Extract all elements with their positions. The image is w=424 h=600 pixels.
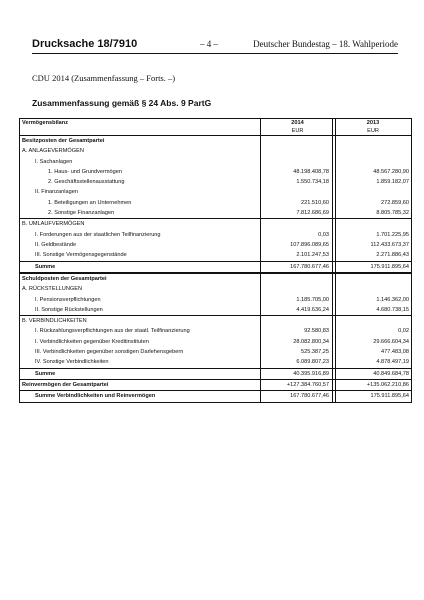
table-row <box>20 337 411 347</box>
value-2014: 167.780.677,46 <box>290 393 329 400</box>
row-label: III. Verbindlichkeiten gegenüber sonstigen Darlehensgebern <box>35 349 184 356</box>
value-2013: 0,02 <box>398 328 409 335</box>
value-2013: 4.680.738,15 <box>376 306 409 313</box>
page-header <box>32 38 398 52</box>
total-row <box>20 391 411 401</box>
value-2014: 1.185.705,00 <box>296 296 329 303</box>
table-row <box>20 219 411 229</box>
row-label: I. Sachanlagen <box>35 158 73 165</box>
table-row <box>20 177 411 187</box>
row-label: I. Verbindlichkeiten gegenüber Kreditinstituten <box>35 338 149 345</box>
row-label: B. UMLAUFVERMÖGEN <box>22 221 85 228</box>
value-2013: 112.433.673,37 <box>370 241 409 248</box>
value-2014: 92.580,83 <box>304 328 329 335</box>
value-2013: 4.878.497,19 <box>376 359 409 366</box>
table-row <box>20 157 411 167</box>
value-2014: 7.812.686,69 <box>296 210 329 217</box>
table-row <box>20 250 411 261</box>
net-assets-row <box>20 380 411 391</box>
row-label: II. Finanzanlagen <box>35 189 78 196</box>
value-2014: 525.387,25 <box>301 349 329 356</box>
section-title: Zusammenfassung gemäß § 24 Abs. 9 PartG <box>32 98 212 108</box>
document-subtitle: CDU 2014 (Zusammenfassung – Forts. –) <box>32 73 176 83</box>
row-label: I. Pensionsverpflichtungen <box>35 296 101 303</box>
value-2014: 221.510,60 <box>301 199 329 206</box>
table-row <box>20 167 411 177</box>
row-label: 2. Sonstige Finanzanlagen <box>48 210 115 217</box>
row-label: Summe Verbindlichkeiten und Reinvermögen <box>35 393 156 400</box>
table-header-row <box>20 119 411 127</box>
value-2014: 1.550.734,18 <box>296 179 329 186</box>
row-label: III. Sonstige Vermögensgegenstände <box>35 252 127 259</box>
currency-row <box>20 127 411 136</box>
table-row <box>20 208 411 219</box>
value-2014: 28.082.800,34 <box>293 338 329 345</box>
value-2014: 4.419.636,24 <box>296 306 329 313</box>
table-header-label: Vermögensbilanz <box>22 120 69 126</box>
row-label: 1. Beteiligungen an Unternehmen <box>48 199 132 206</box>
table-row <box>20 357 411 368</box>
row-label: II. Sonstige Rückstellungen <box>35 306 103 313</box>
row-label: 1. Haus- und Grundvermögen <box>48 168 123 175</box>
value-2013: +135.062.210,86 <box>366 381 409 388</box>
value-2013: 175.911.895,64 <box>370 393 409 400</box>
sum-row <box>20 369 411 380</box>
table-row <box>20 146 411 156</box>
row-label: A. RÜCKSTELLUNGEN <box>22 286 82 293</box>
table-row <box>20 316 411 326</box>
value-2013: 477.483,08 <box>381 349 409 356</box>
row-label: IV. Sonstige Verbindlichkeiten <box>35 359 109 366</box>
row-label: Summe <box>35 263 56 270</box>
value-2013: 175.911.895,64 <box>370 263 409 270</box>
row-label: 2. Geschäftsstellenausstattung <box>48 179 125 186</box>
row-label: I. Forderungen aus der staatlichen Teilfinanzierung <box>35 231 161 238</box>
value-2014: 167.780.677,46 <box>290 263 329 270</box>
row-label: Summe <box>35 370 56 377</box>
value-2013: 29.666.604,34 <box>373 338 409 345</box>
table-row <box>20 347 411 357</box>
row-label: Besitzposten der Gesamtpartei <box>22 138 105 144</box>
page-number: – 4 – <box>200 39 218 49</box>
document-number: Drucksache 18/7910 <box>32 38 138 50</box>
row-label: II. Geldbestände <box>35 241 77 248</box>
value-2014: 6.089.807,23 <box>296 359 329 366</box>
currency-2013: EUR <box>367 128 379 134</box>
value-2013: 272.859,60 <box>381 199 409 206</box>
table-row <box>20 305 411 316</box>
table-row <box>20 240 411 250</box>
value-2013: 8.805.785,32 <box>376 210 409 217</box>
table-row <box>20 187 411 197</box>
row-label: A. ANLAGEVERMÖGEN <box>22 148 84 155</box>
row-label: Schuldposten der Gesamtpartei <box>22 276 107 282</box>
header-rule <box>32 53 398 54</box>
table-row <box>20 274 411 284</box>
value-2014: 48.198.408,78 <box>293 168 329 175</box>
table-row <box>20 284 411 294</box>
value-2014: 2.101.247,53 <box>296 252 329 259</box>
year-2013-header: 2013 <box>366 120 380 126</box>
value-2013: 2.271.886,43 <box>376 252 409 259</box>
value-2013: 1.146.362,00 <box>376 296 409 303</box>
table-row <box>20 326 411 336</box>
value-2013: 40.849.684,78 <box>373 370 409 377</box>
value-2013: 1.701.225,95 <box>376 231 409 238</box>
value-2014: 40.395.916,89 <box>293 370 329 377</box>
table-row <box>20 136 411 146</box>
asset-balance-table <box>19 118 412 273</box>
row-label: I. Rückzahlungsverpflichtungen aus der staatl. Teilfinanzierung <box>35 328 190 335</box>
value-2014: +127.384.760,57 <box>286 381 329 388</box>
parliament-label: Deutscher Bundestag – 18. Wahlperiode <box>253 39 398 49</box>
year-2014-header: 2014 <box>291 120 304 126</box>
table-row <box>20 230 411 240</box>
value-2014: 107.896.089,65 <box>290 241 329 248</box>
table-row <box>20 198 411 208</box>
row-label: Reinvermögen der Gesamtpartei <box>22 381 109 388</box>
value-2013: 1.859.182,07 <box>376 179 409 186</box>
value-2014: 0,03 <box>318 231 329 238</box>
value-2013: 48.567.280,90 <box>373 168 409 175</box>
row-label: B. VERBINDLICHKEITEN <box>22 318 87 325</box>
currency-2014: EUR <box>291 128 304 134</box>
table-row <box>20 295 411 305</box>
sum-row <box>20 262 411 272</box>
liabilities-table <box>19 273 412 403</box>
